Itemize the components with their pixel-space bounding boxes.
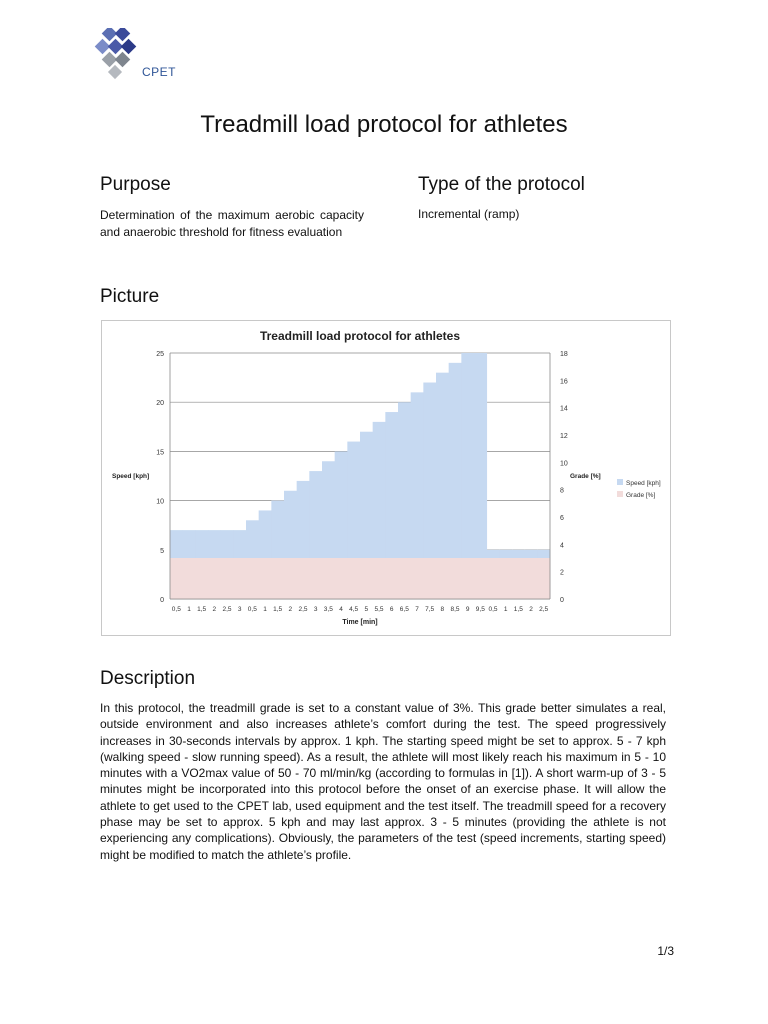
y2-tick-label: 6 (560, 515, 564, 522)
purpose-text: Determination of the maximum aerobic capacity and anaerobic threshold for fitness evaluation (100, 208, 364, 239)
y2-tick-label: 16 (560, 378, 568, 386)
x-tick-label: 1 (187, 606, 191, 613)
grade-area-step (246, 558, 259, 599)
x-tick-label: 8,5 (450, 606, 460, 613)
grade-area-step (398, 558, 411, 599)
description-text: In this protocol, the treadmill grade is set to a constant value of 3%. This grade better simulates a real, outside environment and also increases athlete’s comfort during the test. The speed progressively increases in 30-seconds intervals by approx. 1 kph. The starting speed might be set to approx. 5 - 7 kph (walking speed - slow running speed). As a result, the athlete will most likely reach his maximum in 5 - 10 minutes with a VO2max value of 50 - 70 ml/min/kg (according to formulas in [1]). A short warm-up of 3 - 5 minutes might be incorporated into this protocol before the onset of an exercise phase. It will allow the athlete to get used to the CPET lab, used equipment and the test itself. The treadmill speed for a recovery phase may be set to approx. 5 kph and may last approx. 3 - 5 minutes (providing the athlete is not experiencing any complications). Obviously, the parameters of the test (speed increments, starting speed) might be modified to match the athlete’s profile. (100, 701, 666, 862)
grade-area-step (499, 558, 512, 599)
grade-area-step (284, 558, 297, 599)
grade-area-step (537, 558, 550, 599)
x-tick-label: 2 (212, 606, 217, 613)
grade-area-step (309, 558, 322, 599)
x-tick-label: 1,5 (273, 606, 283, 613)
y2-tick-label: 0 (560, 597, 564, 604)
y2-tick-label: 14 (560, 405, 568, 413)
grade-area-step (221, 558, 234, 599)
x-tick-label: 2 (288, 606, 293, 613)
grade-area-step (423, 558, 436, 599)
legend-swatch (617, 491, 623, 497)
x-tick-label: 4 (339, 606, 343, 613)
y-tick-label: 20 (156, 400, 164, 408)
grade-area-step (436, 558, 449, 599)
grade-area-step (322, 558, 335, 599)
chart-title: Treadmill load protocol for athletes (259, 329, 461, 343)
y2-tick-label: 12 (560, 433, 568, 440)
x-tick-label: 6 (389, 606, 394, 613)
protocol-chart (101, 320, 671, 636)
y-tick-label: 25 (156, 351, 164, 358)
x-tick-label: 4,5 (349, 606, 359, 613)
protocol-type-text: Incremental (ramp) (418, 207, 520, 221)
grade-area-step (347, 558, 360, 599)
grade-area-step (297, 558, 310, 599)
x-tick-label: 7,5 (425, 606, 435, 613)
x-tick-label: 0,5 (488, 606, 498, 613)
x-tick-label: 0,5 (171, 606, 181, 613)
grade-area-step (474, 558, 487, 599)
x-tick-label: 1 (263, 606, 267, 613)
x-tick-label: 2,5 (222, 606, 232, 613)
y-axis-label: Speed [kph] (112, 473, 150, 480)
x-tick-label: 5,5 (374, 606, 384, 613)
grade-area-step (335, 558, 348, 599)
y2-axis-label: Grade [%] (570, 473, 601, 480)
grade-area-step (233, 558, 246, 599)
grade-area-step (411, 558, 424, 599)
y2-tick-label: 18 (560, 351, 568, 358)
x-tick-label: 7 (415, 606, 419, 613)
x-tick-label: 5 (364, 606, 369, 613)
x-tick-label: 6,5 (399, 606, 409, 613)
y2-tick-label: 4 (560, 542, 564, 550)
x-tick-label: 2 (529, 606, 533, 613)
grade-area-step (360, 558, 373, 599)
y-tick-label: 5 (160, 547, 164, 555)
x-tick-label: 9 (465, 606, 470, 613)
grade-area-step (373, 558, 386, 599)
grade-area-step (208, 558, 221, 599)
protocol-type-heading: Type of the protocol (418, 174, 585, 195)
x-tick-label: 8 (440, 606, 445, 613)
y2-tick-label: 2 (560, 569, 564, 577)
y-tick-label: 15 (156, 449, 164, 457)
page-number: 1/3 (657, 944, 674, 958)
grade-area-step (385, 558, 398, 599)
x-tick-label: 1,5 (197, 606, 207, 613)
legend-label: Grade [%] (626, 492, 656, 499)
x-tick-label: 1 (503, 606, 508, 613)
grade-area-step (461, 558, 474, 599)
grade-area-step (183, 558, 196, 599)
y2-tick-label: 8 (560, 487, 564, 495)
x-tick-label: 3 (237, 606, 242, 613)
grade-area-step (259, 558, 272, 599)
grade-area-step (512, 558, 525, 599)
y2-tick-label: 10 (560, 460, 568, 468)
grade-area-step (195, 558, 208, 599)
legend-label: Speed [kph] (626, 480, 661, 487)
x-tick-label: 0,5 (247, 606, 257, 613)
chart-canvas (102, 321, 670, 635)
x-tick-label: 2,5 (298, 606, 308, 613)
grade-area-step (271, 558, 284, 599)
x-tick-label: 1,5 (513, 606, 523, 613)
x-tick-label: 3 (313, 606, 318, 613)
logo-text: CPET (142, 65, 177, 79)
document-title: Treadmill load protocol for athletes (200, 111, 568, 138)
grade-area-step (525, 558, 538, 599)
grade-area-step (487, 558, 500, 599)
y-tick-label: 0 (160, 597, 164, 604)
description-heading: Description (100, 668, 196, 689)
x-tick-label: 3,5 (323, 606, 333, 613)
y-tick-label: 10 (156, 498, 164, 506)
x-axis-label: Time [min] (342, 619, 378, 626)
legend-swatch (617, 479, 623, 485)
grade-area-step (170, 558, 183, 599)
x-tick-label: 9,5 (475, 606, 485, 613)
purpose-heading: Purpose (100, 174, 171, 195)
picture-heading: Picture (100, 286, 160, 307)
x-tick-label: 2,5 (539, 606, 549, 613)
grade-area-step (449, 558, 462, 599)
